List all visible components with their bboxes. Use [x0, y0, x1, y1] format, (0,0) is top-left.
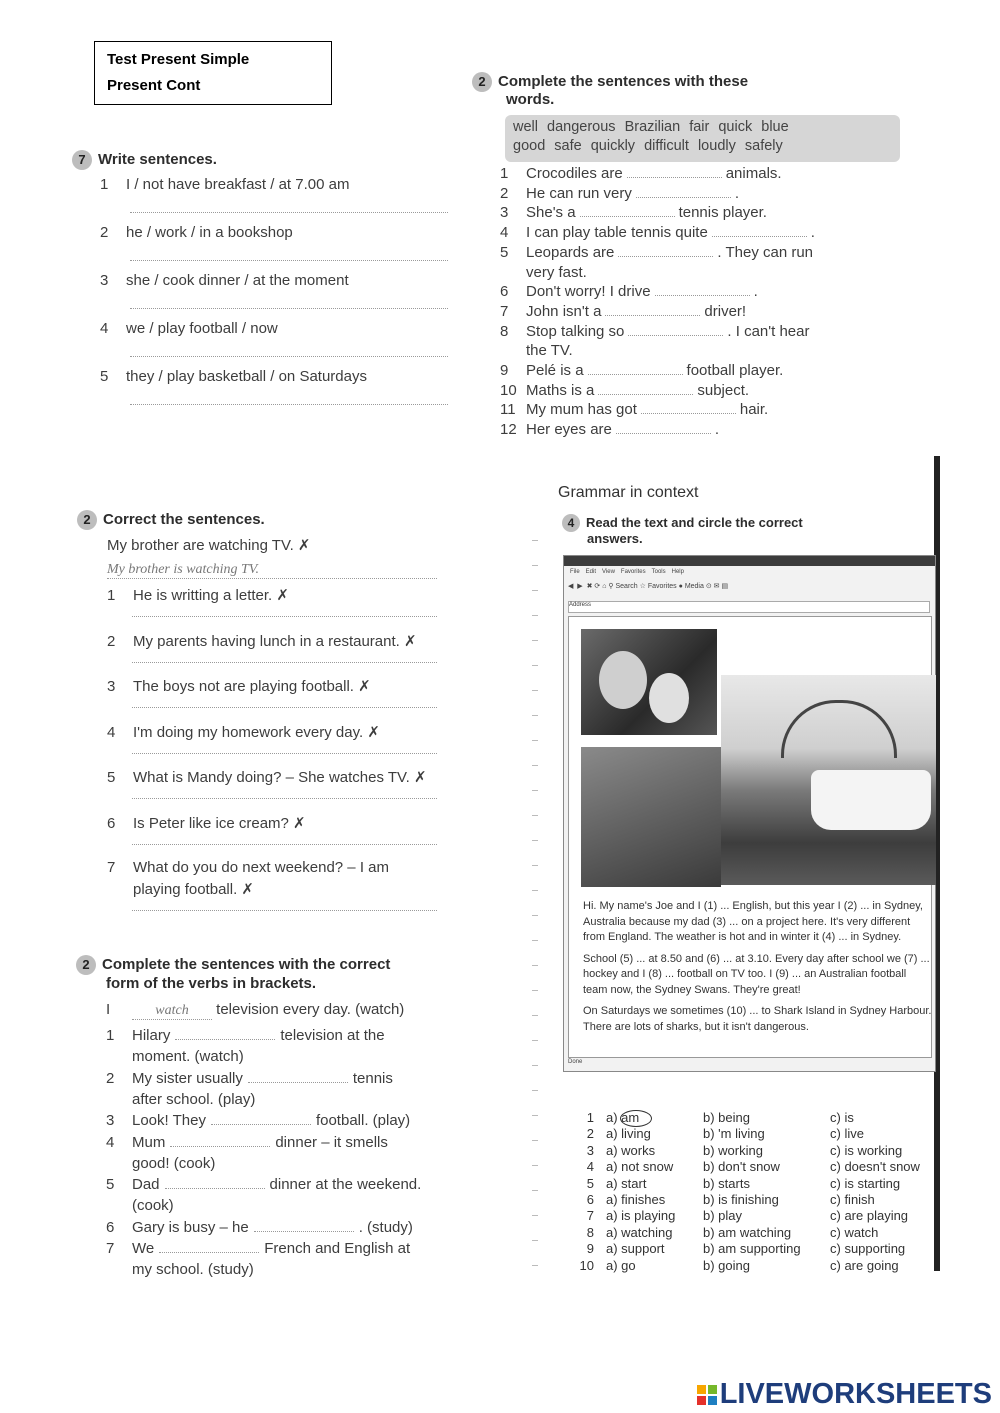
- title-line-1: Test Present Simple: [107, 51, 250, 68]
- list-item: [107, 880, 254, 898]
- option-number: 2: [586, 1126, 594, 1142]
- option-c[interactable]: c) are going: [830, 1257, 899, 1273]
- item-number: 5: [107, 769, 116, 786]
- list-item: [100, 368, 367, 385]
- back-icon[interactable]: ◀: [568, 583, 574, 590]
- option-a[interactable]: a) watching: [606, 1224, 673, 1240]
- item-number: 1: [100, 176, 109, 193]
- option-number: 1: [586, 1110, 594, 1125]
- liveworksheets-logo: [697, 1378, 992, 1411]
- item-text-before: Stop talking so: [526, 322, 625, 340]
- item-text-after: dinner at the weekend.: [269, 1176, 422, 1194]
- item-text-after: . I can't hear: [727, 322, 810, 340]
- answer-line[interactable]: [130, 212, 448, 213]
- browser-window: [563, 555, 936, 1072]
- circled-answer: [620, 1110, 652, 1127]
- status-label: Done: [568, 1059, 583, 1065]
- option-c[interactable]: c) live: [830, 1126, 864, 1142]
- paragraph-2: School (5) ... at 8.50 and (6) ... at 3.10. Every day after school we (7) ... hockey and I (8) ... football on TV too. I (9) ... an Australian football team now, the Sydney Swans. They're great!: [583, 952, 930, 996]
- item-text-after: tennis player.: [678, 204, 767, 222]
- address-label: Address: [569, 602, 592, 608]
- item-number: 3: [107, 678, 116, 695]
- blank[interactable]: [211, 1112, 311, 1125]
- photo-sydney-harbour: [721, 675, 936, 885]
- option-b[interactable]: b) am supporting: [703, 1241, 801, 1257]
- list-item: [106, 1070, 393, 1087]
- item-number: 3: [100, 272, 109, 289]
- exercise-heading-line-2: form of the verbs in brackets.: [106, 975, 317, 992]
- item-text-before: Pelé is a: [526, 362, 584, 379]
- option-number: 7: [586, 1208, 594, 1224]
- item-sentence: I'm doing my homework every day. ✗: [133, 723, 380, 741]
- print-icon[interactable]: ▤: [721, 583, 729, 590]
- blank[interactable]: [641, 401, 736, 414]
- item-text-before: Don't worry! I drive: [526, 283, 651, 301]
- item-text-before: moment. (watch): [132, 1048, 244, 1066]
- item-number: 7: [500, 302, 509, 320]
- blank[interactable]: [165, 1176, 265, 1189]
- toolbar-media[interactable]: Media: [684, 583, 704, 590]
- logo-icon: [697, 1385, 717, 1405]
- list-item: [107, 632, 417, 650]
- menu-item[interactable]: File: [570, 569, 580, 575]
- item-number: 9: [500, 362, 509, 379]
- list-item: [500, 244, 813, 261]
- item-text-after: animals.: [725, 165, 782, 182]
- exercise-number-badge: 4: [562, 514, 580, 532]
- browser-content: [568, 616, 932, 1058]
- blank[interactable]: [580, 204, 675, 217]
- option-number: 10: [579, 1257, 594, 1273]
- exercise-complete-words: [472, 72, 748, 92]
- item-text-before: Gary is busy – he: [132, 1218, 249, 1236]
- browser-titlebar: [564, 556, 935, 566]
- item-text-before: Her eyes are: [526, 421, 612, 439]
- item-number: 2: [100, 224, 109, 241]
- item-text-before: the TV.: [526, 342, 573, 360]
- option-b[interactable]: b) is finishing: [703, 1192, 779, 1207]
- item-text-after: driver!: [704, 302, 747, 320]
- item-prompt: we / play football / now: [126, 320, 278, 337]
- option-c[interactable]: c) are playing: [830, 1208, 909, 1224]
- list-item: [500, 421, 719, 438]
- menu-item[interactable]: Favorites: [620, 569, 646, 575]
- item-sentence: He is writting a letter. ✗: [133, 587, 289, 604]
- stop-icon[interactable]: ✖: [586, 583, 593, 590]
- item-number: 7: [107, 859, 116, 876]
- item-text-after: football player.: [686, 362, 784, 379]
- list-item: [500, 204, 767, 221]
- option-c[interactable]: c) watch: [830, 1224, 879, 1240]
- option-c[interactable]: c) supporting: [830, 1241, 906, 1257]
- status-bar: [568, 1059, 582, 1065]
- blank[interactable]: [248, 1070, 348, 1083]
- harbour-bridge: [781, 700, 897, 758]
- list-item: [107, 859, 389, 876]
- example-letter: I: [106, 1001, 111, 1018]
- logo-text: LIVEWORKSHEETS: [719, 1378, 992, 1410]
- item-text-before: Look! They: [132, 1112, 206, 1130]
- option-b[interactable]: b) am watching: [703, 1224, 792, 1240]
- item-prompt: I / not have breakfast / at 7.00 am: [126, 176, 350, 193]
- option-b[interactable]: b) going: [703, 1257, 750, 1273]
- option-number: 6: [586, 1192, 594, 1207]
- item-number: 8: [500, 322, 509, 340]
- answer-line[interactable]: [132, 844, 437, 845]
- item-sentence: My parents having lunch in a restaurant. ✗: [133, 632, 417, 650]
- item-text-before: I can play table tennis quite: [526, 224, 708, 242]
- example-answer: My brother is watching TV.: [107, 562, 260, 577]
- list-item: [106, 1048, 244, 1065]
- menu-item[interactable]: Help: [671, 569, 684, 575]
- item-text-after: .: [734, 184, 740, 202]
- item-text-before: My mum has got: [526, 401, 637, 419]
- list-item: [500, 401, 768, 418]
- item-text-before: My sister usually: [132, 1069, 243, 1087]
- item-number: 10: [500, 381, 517, 399]
- item-number: 12: [500, 421, 517, 439]
- example-sentence: My brother are watching TV. ✗: [107, 537, 311, 554]
- list-item: [500, 303, 746, 320]
- item-number: 2: [500, 184, 509, 202]
- word-bank-line-2: good safe quickly difficult loudly safely: [513, 138, 783, 154]
- option-number: 5: [586, 1175, 594, 1191]
- list-item: [100, 272, 349, 289]
- option-number: 4: [586, 1159, 594, 1175]
- option-c[interactable]: c) is starting: [830, 1175, 901, 1191]
- option-b[interactable]: b) don't snow: [703, 1159, 780, 1175]
- answer-line[interactable]: [132, 910, 437, 911]
- menu-item[interactable]: Edit: [585, 569, 597, 575]
- refresh-icon[interactable]: ⟳: [594, 583, 601, 590]
- title-box: [94, 41, 332, 105]
- answer-line[interactable]: [130, 308, 448, 309]
- search-icon[interactable]: ⚲: [608, 583, 614, 590]
- item-number: 5: [106, 1176, 115, 1194]
- list-item: [106, 1176, 421, 1193]
- exercise-correct-sentences: [77, 510, 265, 530]
- exercise-number-badge: 7: [72, 150, 92, 170]
- blank[interactable]: [170, 1134, 270, 1147]
- exercise-heading: Write sentences.: [98, 151, 217, 168]
- exercise-heading-line-1: Read the text and circle the correct: [586, 515, 803, 530]
- item-text-after: . (study): [358, 1218, 413, 1236]
- margin-ticks: [532, 540, 542, 1270]
- list-item: [100, 176, 349, 193]
- blank[interactable]: [627, 165, 722, 178]
- item-number: 6: [107, 814, 116, 832]
- word-bank-line-1: well dangerous Brazilian fair quick blue: [513, 119, 789, 135]
- item-text-before: my school. (study): [132, 1261, 254, 1279]
- blank[interactable]: [605, 303, 700, 316]
- item-text-after: dinner – it smells: [275, 1133, 388, 1151]
- item-text-before: Maths is a: [526, 381, 595, 399]
- exercise-heading-line-2: answers.: [587, 531, 643, 546]
- option-a[interactable]: a) not snow: [606, 1159, 674, 1175]
- item-text-before: John isn't a: [526, 302, 602, 320]
- item-text-before: after school. (play): [132, 1090, 256, 1108]
- item-text-before: good! (cook): [132, 1154, 216, 1172]
- item-sentence: What is Mandy doing? – She watches TV. ✗: [133, 769, 427, 786]
- list-item: [106, 1091, 255, 1108]
- exercise-number-badge: 2: [76, 955, 96, 975]
- reading-text: [583, 899, 933, 1035]
- item-prompt: he / work / in a bookshop: [126, 224, 293, 241]
- list-item: [106, 1240, 410, 1257]
- list-item: [500, 165, 782, 182]
- browser-menu: [570, 569, 690, 575]
- option-c[interactable]: c) is: [830, 1110, 854, 1125]
- option-a[interactable]: a) go: [606, 1257, 636, 1273]
- item-number: 4: [500, 224, 509, 242]
- exercise-complete-verbs: [76, 955, 390, 975]
- item-number: 1: [106, 1027, 115, 1044]
- item-sentence: playing football. ✗: [133, 881, 254, 898]
- option-a[interactable]: a) start: [606, 1175, 647, 1191]
- face-father: [599, 651, 647, 709]
- history-icon[interactable]: ⊙: [705, 583, 712, 590]
- exercise-heading-line-2: words.: [506, 91, 555, 108]
- word-bank: [505, 115, 900, 162]
- list-item: [500, 283, 758, 300]
- item-number: 5: [100, 368, 109, 385]
- option-a[interactable]: a) am: [606, 1110, 640, 1125]
- item-number: 2: [106, 1069, 115, 1087]
- list-item: [100, 320, 278, 337]
- option-a[interactable]: a) support: [606, 1241, 665, 1257]
- media-icon[interactable]: ●: [678, 583, 683, 590]
- list-item: [106, 1027, 385, 1044]
- item-text-after: hair.: [739, 401, 769, 419]
- photo-father-son: [581, 629, 717, 735]
- item-prompt: they / play basketball / on Saturdays: [126, 368, 367, 385]
- list-item: [107, 723, 380, 741]
- answer-line[interactable]: [132, 753, 437, 754]
- list-item: [107, 768, 427, 786]
- exercise-heading-line-1: Complete the sentences with these: [498, 73, 749, 90]
- example-fill: watch: [132, 1003, 212, 1020]
- section-title: Grammar in context: [558, 484, 699, 501]
- blank[interactable]: [598, 382, 693, 395]
- option-b[interactable]: b) working: [703, 1142, 763, 1158]
- list-item: [107, 814, 306, 832]
- answer-line[interactable]: [132, 798, 437, 799]
- list-item: [500, 264, 587, 281]
- menu-item[interactable]: View: [602, 569, 615, 575]
- paragraph-1: Hi. My name's Joe and I (1) ... English, but this year I (2) ... in Sydney, Australia because my dad (3) ... on a project here. It's very different from England. The weather is hot and in winter it (4) ... in Sydney.: [583, 900, 923, 943]
- item-number: 1: [500, 165, 509, 182]
- answer-line[interactable]: [130, 260, 448, 261]
- list-item: [500, 382, 749, 399]
- list-item: [106, 1155, 215, 1172]
- answer-line[interactable]: [132, 662, 437, 663]
- blank[interactable]: [588, 362, 683, 375]
- option-a[interactable]: a) living: [606, 1126, 651, 1142]
- exercise-heading-line-1: Complete the sentences with the correct: [102, 956, 391, 973]
- option-b[interactable]: b) 'm living: [703, 1126, 765, 1142]
- item-text-after: television at the: [280, 1027, 385, 1044]
- item-sentence: What do you do next weekend? – I am: [133, 859, 389, 876]
- item-number: 5: [500, 243, 509, 261]
- option-a[interactable]: a) is playing: [606, 1208, 676, 1224]
- item-text-before: Crocodiles are: [526, 165, 623, 182]
- list-item: [106, 1219, 413, 1236]
- list-item: [500, 185, 739, 202]
- option-number: 3: [586, 1142, 594, 1158]
- item-text-after: .: [753, 283, 758, 301]
- option-number: 9: [586, 1241, 594, 1257]
- home-icon[interactable]: ⌂: [602, 583, 607, 590]
- example-rest: television every day. (watch): [216, 1001, 405, 1018]
- blank[interactable]: [254, 1219, 354, 1232]
- option-c[interactable]: c) doesn't snow: [830, 1159, 920, 1175]
- blank[interactable]: [636, 185, 731, 198]
- exercise-write-sentences: [72, 150, 217, 170]
- answer-line[interactable]: [132, 707, 437, 708]
- exercise-heading: Correct the sentences.: [103, 511, 265, 528]
- answer-line[interactable]: [132, 616, 437, 617]
- exercise-number-badge: 2: [77, 510, 97, 530]
- item-text-before: She's a: [526, 204, 576, 222]
- option-b[interactable]: b) being: [703, 1110, 750, 1125]
- option-c[interactable]: c) is working: [830, 1142, 903, 1158]
- exercise-read-text: [562, 514, 803, 532]
- item-number: 3: [106, 1112, 115, 1130]
- paragraph-3: On Saturdays we sometimes (10) ... to Shark Island in Sydney Harbour. There are lots of sharks, but it isn't dangerous.: [583, 1005, 932, 1033]
- item-text-after: .: [810, 224, 815, 242]
- item-prompt: she / cook dinner / at the moment: [126, 272, 349, 289]
- item-text-after: .: [714, 421, 720, 439]
- blank[interactable]: [616, 421, 711, 434]
- item-text-before: He can run very: [526, 184, 632, 202]
- list-item: [106, 1112, 410, 1129]
- mail-icon[interactable]: ✉: [713, 583, 720, 590]
- star-icon[interactable]: ☆: [639, 583, 646, 590]
- item-text-after: football. (play): [315, 1112, 411, 1130]
- item-text-before: Dad: [132, 1176, 160, 1194]
- option-a[interactable]: a) finishes: [606, 1192, 666, 1207]
- option-a[interactable]: a) works: [606, 1142, 656, 1158]
- item-number: 4: [107, 723, 116, 741]
- item-text-before: We: [132, 1240, 155, 1257]
- list-item: [106, 1197, 174, 1214]
- face-son: [649, 673, 689, 723]
- blank[interactable]: [618, 244, 713, 257]
- address-bar[interactable]: [568, 601, 930, 613]
- item-text-after: French and English at: [264, 1240, 411, 1257]
- item-number: 1: [107, 587, 116, 604]
- item-text-before: Leopards are: [526, 243, 615, 261]
- option-b[interactable]: b) play: [703, 1208, 743, 1224]
- item-text-after: . They can run: [717, 243, 814, 261]
- item-number: 7: [106, 1240, 115, 1257]
- item-number: 4: [100, 320, 109, 337]
- blank[interactable]: [628, 323, 723, 336]
- list-item: [107, 586, 289, 604]
- list-item: [106, 1261, 254, 1278]
- list-item: [106, 1134, 388, 1151]
- item-text-after: subject.: [697, 381, 750, 399]
- toolbar-favorites[interactable]: Favorites: [647, 583, 677, 590]
- blank[interactable]: [159, 1240, 259, 1253]
- item-text-before: very fast.: [526, 263, 587, 281]
- browser-toolbar: [568, 582, 908, 598]
- item-text-before: Mum: [132, 1133, 166, 1151]
- list-item: [107, 677, 371, 695]
- toolbar-search[interactable]: Search: [615, 583, 638, 590]
- item-number: 6: [106, 1218, 115, 1236]
- item-text-before: Hilary: [132, 1027, 171, 1044]
- item-text-after: tennis: [352, 1069, 393, 1087]
- list-item: [500, 342, 573, 359]
- list-item: [500, 224, 815, 241]
- exercise-number-badge: 2: [472, 72, 492, 92]
- option-c[interactable]: c) finish: [830, 1192, 875, 1207]
- list-item: [500, 362, 783, 379]
- answer-line[interactable]: [107, 578, 437, 579]
- item-number: 2: [107, 632, 116, 650]
- list-item: [500, 323, 809, 340]
- blank[interactable]: [712, 224, 807, 237]
- item-sentence: Is Peter like ice cream? ✗: [133, 814, 306, 832]
- blank[interactable]: [655, 283, 750, 296]
- item-number: 11: [500, 401, 516, 419]
- answer-line[interactable]: [130, 356, 448, 357]
- item-number: 6: [500, 283, 509, 301]
- list-item: [100, 224, 293, 241]
- ferry-boat: [811, 770, 931, 830]
- title-line-2: Present Cont: [107, 77, 201, 94]
- example-row: [106, 1001, 466, 1020]
- item-number: 3: [500, 204, 509, 222]
- item-number: 4: [106, 1133, 115, 1151]
- menu-item[interactable]: Tools: [651, 569, 666, 575]
- photo-wharf: [581, 747, 721, 887]
- option-number: 8: [586, 1224, 594, 1240]
- blank[interactable]: [175, 1027, 275, 1040]
- option-b[interactable]: b) starts: [703, 1175, 750, 1191]
- answer-line[interactable]: [130, 404, 448, 405]
- item-text-before: (cook): [132, 1197, 174, 1215]
- item-sentence: The boys not are playing football. ✗: [133, 678, 371, 695]
- forward-icon[interactable]: ▶: [577, 583, 583, 590]
